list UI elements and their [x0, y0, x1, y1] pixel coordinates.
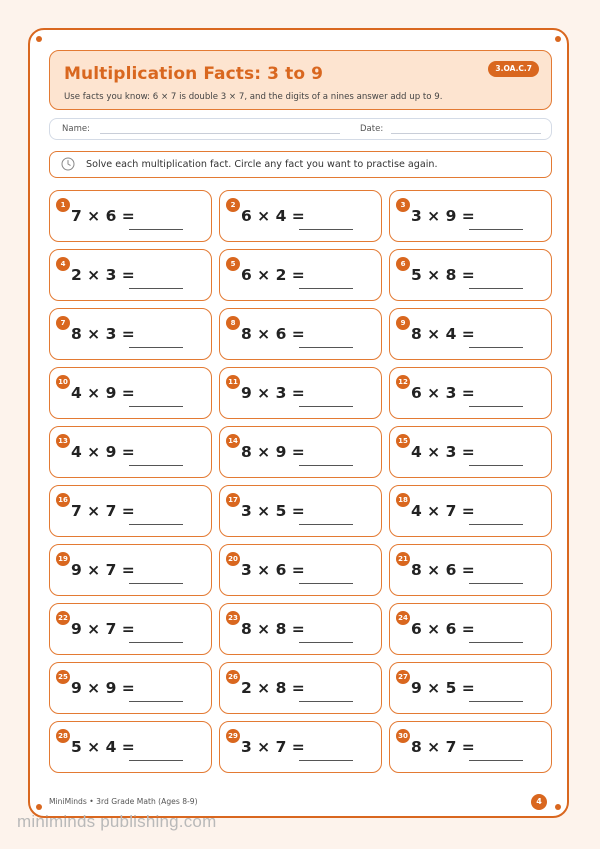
worksheet-header	[49, 50, 552, 110]
answer-line[interactable]	[129, 406, 183, 407]
problem-number-badge: 25	[56, 670, 70, 684]
problem-card	[219, 249, 382, 301]
problem-expression: 7 × 7 =	[71, 502, 135, 520]
name-field[interactable]	[100, 133, 340, 134]
answer-line[interactable]	[299, 524, 353, 525]
problem-expression: 3 × 7 =	[241, 738, 305, 756]
answer-line[interactable]	[129, 642, 183, 643]
watermark: miniminds publishing.com	[17, 812, 217, 831]
problem-number-badge: 27	[396, 670, 410, 684]
standard-badge: 3.OA.C.7	[488, 61, 539, 77]
answer-line[interactable]	[469, 465, 523, 466]
problem-expression: 5 × 4 =	[71, 738, 135, 756]
problem-expression: 3 × 5 =	[241, 502, 305, 520]
clock-icon	[61, 157, 75, 171]
problem-number-badge: 12	[396, 375, 410, 389]
problem-expression: 2 × 8 =	[241, 679, 305, 697]
problem-card	[219, 721, 382, 773]
problem-card	[49, 485, 212, 537]
problem-card	[219, 544, 382, 596]
problem-number-badge: 30	[396, 729, 410, 743]
problem-card	[49, 721, 212, 773]
problem-number-badge: 13	[56, 434, 70, 448]
answer-line[interactable]	[129, 288, 183, 289]
problem-card	[219, 662, 382, 714]
problem-number-badge: 23	[226, 611, 240, 625]
problem-card	[219, 426, 382, 478]
problem-card	[389, 249, 552, 301]
answer-line[interactable]	[299, 465, 353, 466]
answer-line[interactable]	[299, 406, 353, 407]
problem-expression: 8 × 4 =	[411, 325, 475, 343]
problem-card	[219, 308, 382, 360]
answer-line[interactable]	[129, 524, 183, 525]
problem-grid	[49, 190, 553, 773]
answer-line[interactable]	[299, 642, 353, 643]
answer-line[interactable]	[129, 465, 183, 466]
problem-expression: 8 × 9 =	[241, 443, 305, 461]
problem-number-badge: 17	[226, 493, 240, 507]
answer-line[interactable]	[129, 583, 183, 584]
answer-line[interactable]	[129, 347, 183, 348]
problem-card	[49, 367, 212, 419]
problem-card	[49, 426, 212, 478]
answer-line[interactable]	[469, 229, 523, 230]
problem-expression: 4 × 7 =	[411, 502, 475, 520]
answer-line[interactable]	[299, 288, 353, 289]
problem-expression: 3 × 6 =	[241, 561, 305, 579]
problem-expression: 2 × 3 =	[71, 266, 135, 284]
problem-number-badge: 26	[226, 670, 240, 684]
problem-expression: 9 × 3 =	[241, 384, 305, 402]
answer-line[interactable]	[299, 701, 353, 702]
answer-line[interactable]	[469, 406, 523, 407]
problem-number-badge: 5	[226, 257, 240, 271]
answer-line[interactable]	[469, 701, 523, 702]
problem-number-badge: 16	[56, 493, 70, 507]
problem-number-badge: 28	[56, 729, 70, 743]
problem-expression: 8 × 7 =	[411, 738, 475, 756]
corner-dot	[555, 36, 561, 42]
problem-card	[389, 544, 552, 596]
problem-expression: 4 × 3 =	[411, 443, 475, 461]
answer-line[interactable]	[299, 760, 353, 761]
instructions-box	[49, 151, 552, 178]
problem-card	[49, 190, 212, 242]
problem-expression: 8 × 3 =	[71, 325, 135, 343]
answer-line[interactable]	[299, 583, 353, 584]
problem-card	[49, 662, 212, 714]
problem-expression: 9 × 5 =	[411, 679, 475, 697]
problem-card	[389, 367, 552, 419]
answer-line[interactable]	[469, 524, 523, 525]
problem-expression: 6 × 2 =	[241, 266, 305, 284]
corner-dot	[36, 36, 42, 42]
answer-line[interactable]	[129, 229, 183, 230]
problem-expression: 4 × 9 =	[71, 384, 135, 402]
answer-line[interactable]	[469, 642, 523, 643]
page-title: Multiplication Facts: 3 to 9	[64, 64, 324, 84]
problem-number-badge: 24	[396, 611, 410, 625]
problem-number-badge: 7	[56, 316, 70, 330]
problem-card	[389, 426, 552, 478]
problem-number-badge: 6	[396, 257, 410, 271]
problem-number-badge: 15	[396, 434, 410, 448]
problem-number-badge: 2	[226, 198, 240, 212]
problem-card	[49, 544, 212, 596]
problem-number-badge: 19	[56, 552, 70, 566]
problem-number-badge: 29	[226, 729, 240, 743]
problem-expression: 8 × 6 =	[241, 325, 305, 343]
answer-line[interactable]	[469, 347, 523, 348]
answer-line[interactable]	[469, 288, 523, 289]
problem-card	[219, 603, 382, 655]
worksheet-page	[28, 28, 569, 818]
problem-number-badge: 1	[56, 198, 70, 212]
problem-number-badge: 14	[226, 434, 240, 448]
problem-card	[49, 249, 212, 301]
problem-card	[219, 190, 382, 242]
problem-card	[389, 190, 552, 242]
problem-expression: 7 × 6 =	[71, 207, 135, 225]
footer-text: MiniMinds • 3rd Grade Math (Ages 8-9)	[49, 797, 198, 806]
problem-card	[219, 485, 382, 537]
problem-card	[219, 367, 382, 419]
problem-expression: 9 × 7 =	[71, 620, 135, 638]
problem-expression: 9 × 9 =	[71, 679, 135, 697]
problem-number-badge: 10	[56, 375, 70, 389]
problem-card	[389, 308, 552, 360]
problem-card	[49, 308, 212, 360]
problem-expression: 5 × 8 =	[411, 266, 475, 284]
problem-number-badge: 21	[396, 552, 410, 566]
problem-number-badge: 4	[56, 257, 70, 271]
problem-expression: 6 × 6 =	[411, 620, 475, 638]
problem-number-badge: 18	[396, 493, 410, 507]
problem-expression: 3 × 9 =	[411, 207, 475, 225]
answer-line[interactable]	[299, 229, 353, 230]
answer-line[interactable]	[299, 347, 353, 348]
page-number-badge: 4	[531, 794, 547, 810]
problem-number-badge: 22	[56, 611, 70, 625]
corner-dot	[555, 804, 561, 810]
instructions-text: Solve each multiplication fact. Circle any fact you want to practise again.	[86, 159, 438, 170]
date-field[interactable]	[391, 133, 541, 134]
problem-card	[389, 721, 552, 773]
problem-expression: 9 × 7 =	[71, 561, 135, 579]
problem-card	[389, 485, 552, 537]
corner-dot	[36, 804, 42, 810]
page-subtitle: Use facts you know: 6 × 7 is double 3 × 7, and the digits of a nines answer add up to 9.	[64, 92, 443, 102]
name-label: Name:	[62, 124, 90, 134]
problem-expression: 6 × 4 =	[241, 207, 305, 225]
answer-line[interactable]	[129, 760, 183, 761]
problem-number-badge: 8	[226, 316, 240, 330]
problem-number-badge: 11	[226, 375, 240, 389]
problem-number-badge: 3	[396, 198, 410, 212]
answer-line[interactable]	[129, 701, 183, 702]
problem-card	[49, 603, 212, 655]
problem-expression: 4 × 9 =	[71, 443, 135, 461]
date-label: Date:	[360, 124, 384, 134]
problem-card	[389, 662, 552, 714]
problem-expression: 8 × 8 =	[241, 620, 305, 638]
answer-line[interactable]	[469, 583, 523, 584]
problem-expression: 8 × 6 =	[411, 561, 475, 579]
problem-expression: 6 × 3 =	[411, 384, 475, 402]
problem-number-badge: 20	[226, 552, 240, 566]
problem-number-badge: 9	[396, 316, 410, 330]
problem-card	[389, 603, 552, 655]
name-date-bar	[49, 118, 552, 140]
answer-line[interactable]	[469, 760, 523, 761]
